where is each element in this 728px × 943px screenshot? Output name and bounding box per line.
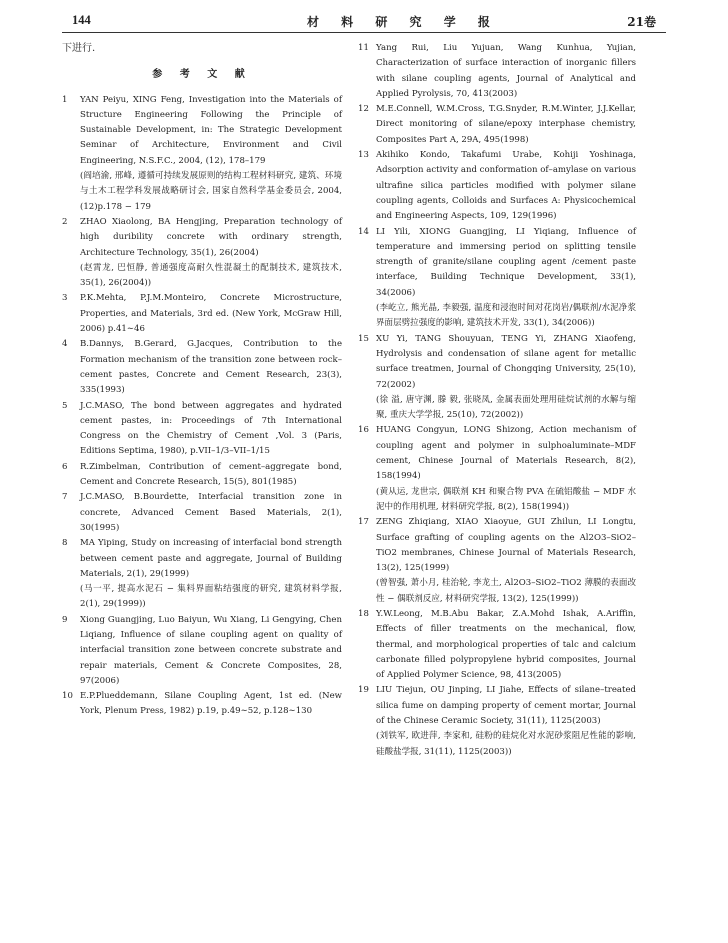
reference-number: 4 [62,339,68,350]
reference-text: J.C.MASO, B.Bourdette, Interfacial transition zone in concrete, Advanced Cement Based Materials, 2(1), 30(1995) [80,492,342,533]
reference-item [62,337,342,398]
reference-item [358,607,636,683]
reference-chinese-text: (刘铁军, 欧进萍, 李家和, 硅粉的硅烷化对水泥砂浆阻尼性能的影响, 硅酸盐学报, 31(11), 1125(2003)) [376,731,636,757]
reference-number: 18 [358,608,369,619]
reference-list-left [62,93,342,720]
reference-number: 12 [358,104,369,115]
reference-list-right [358,41,636,760]
reference-item [62,460,342,491]
reference-text: XU Yi, TANG Shouyuan, TENG Yi, ZHANG Xiaofeng, Hydrolysis and condensation of silane agent for metallic surface treatmen, Journal of Chongqing University, 25(10), 72(2002) [376,333,636,390]
reference-item [62,291,342,337]
reference-text: HUANG Congyun, LONG Shizong, Action mechanism of coupling agent and polymer in sulphoaluminate–MDF cement, Chinese Journal of Materials Research, 8(2), 158(1994) [376,425,636,482]
reference-number: 5 [62,400,68,411]
reference-item [358,515,636,607]
page-header [62,13,666,31]
reference-item [62,93,342,215]
reference-text: R.Zimbelman, Contribution of cement–aggregate bond, Cement and Concrete Research, 15(5), 801(1985) [80,461,342,488]
reference-number: 19 [358,685,369,696]
reference-item [62,490,342,536]
reference-number: 15 [358,333,369,344]
reference-chinese-text: (徐 溢, 唐守渊, 滕 毅, 张晓凤, 金属表面处理用硅烷试剂的水解与缩聚, 重庆大学学报, 25(10), 72(2002)) [376,394,636,421]
reference-text: MA Yiping, Study on increasing of interfacial bond strength between cement paste and aggregate, Journal of Building Materials, 2(1), 29(1999) [80,538,342,579]
reference-chinese-text: (马一平, 提高水泥石 − 集料界面粘结强度的研究, 建筑材料学报, 2(1), 29(1999)) [80,584,342,610]
reference-text: J.C.MASO, The bond between aggregates and hydrated cement pastes, in: Proceedings of 7th International Congress on the Chemistry of Cement ,Vol. 3 (Paris, Editions Septima, 1980), p.VII–1/3–VII–1/15 [80,400,342,457]
reference-text: Xiong Guangjing, Luo Baiyun, Wu Xiang, Li Gengying, Chen Liqiang, Influence of silane coupling agent on quality of interfacial transition zone between concrete substrate and repair materials, Cement & Concrete Composites, 28, 97(2006) [80,614,342,686]
left-column [62,41,342,720]
reference-chinese-text: (李屹立, 熊光晶, 李毅强, 温度和浸泡时间对花岗岩/偶联剂/水泥净浆界面层劈拉强度的影响, 建筑技术开发, 33(1), 34(2006)) [376,303,636,329]
reference-item [358,332,636,424]
reference-number: 9 [62,614,68,625]
reference-chinese-text: (赵霄龙, 巴恒静, 普通强度高耐久性混凝土的配制技术, 建筑技术, 35(1), 26(2004)) [80,262,342,289]
reference-chinese-text: (曾智强, 萧小月, 桂治轮, 李龙土, Al2O3–SiO2–TiO2 薄膜的表面改性 − 偶联剂反应, 材料研究学报, 13(2), 125(1999)) [376,578,636,604]
reference-text: YAN Peiyu, XING Feng, Investigation into the Materials of Structure Engineering Following the Principle of Sustainable Development, in: The Strategic Development Seminar of Architecture, Environment and Civil Engineering, N.S.F.C., 2004, (12), 178–179 [80,94,342,166]
reference-text: Akihiko Kondo, Takafumi Urabe, Kohiji Yoshinaga, Adsorption activity and conformation of–amylase on various ultrafine silica particles modified with polymer silane coupling agents, Colloids and Surfaces A: Physicochemical and Engineering Aspects, 109, 129(1996) [376,150,636,222]
reference-text: LIU Tiejun, OU Jinping, LI Jiahe, Effects of silane–treated silica fume on damping property of cement mortar, Journal of the Chinese Ceramic Society, 31(11), 1125(2003) [376,685,636,727]
reference-number: 17 [358,517,369,528]
reference-item [358,102,636,148]
reference-text: Y.W.Leong, M.B.Abu Bakar, Z.A.Mohd Ishak, A.Ariffin, Effects of filler treatments on the mechanical, flow, thermal, and morphological properties of talc and calcium carbonate filled polypropylene hybrid composites, Journal of Applied Polymer Science, 98, 413(2005) [376,608,636,681]
reference-text: LI Yili, XIONG Guangjing, LI Yiqiang, Influence of temperature and immersing period on splitting tensile strength of granite/silane coupling agent /cement paste interface, Building Technique Development, 33(1), 34(2006) [376,226,636,298]
reference-number: 11 [358,43,369,53]
reference-chinese-text: (阎培渝, 邢峰, 遵循可持续发展原则的结构工程材料研究, 建筑、环境与土木工程学科发展战略研讨会, 国家自然科学基金委员会, 2004, (12)p.178 − 179 [80,171,342,212]
reference-number: 16 [358,425,369,436]
header-rule [62,32,666,33]
reference-number: 8 [62,538,68,549]
reference-number: 1 [62,94,68,105]
reference-item [62,689,342,720]
reference-chinese-text: (黄从运, 龙世宗, 偶联剂 KH 和聚合物 PVA 在硫铝酸盐 − MDF 水泥中的作用机理, 材料研究学报, 8(2), 158(1994)) [376,486,636,512]
reference-item [358,683,636,759]
reference-item [62,215,342,291]
reference-item [358,423,636,515]
journal-title: 材 料 研 究 学 报 [307,15,499,29]
reference-number: 10 [62,691,73,702]
reference-number: 3 [62,293,68,304]
reference-item [358,148,636,224]
reference-text: Yang Rui, Liu Yujuan, Wang Kunhua, Yujian, Characterization of surface interaction of inorganic fillers with silane coupling agents, Journal of Analytical and Applied Pyrolysis, 70, 413(2003) [376,43,636,99]
references-title: 参 考 文 献 [152,69,252,81]
reference-item [62,613,342,689]
reference-item [62,399,342,460]
volume-label: 21卷 [627,15,656,29]
reference-text: ZHAO Xiaolong, BA Hengjing, Preparation technology of high duribility concrete with ordinary strength, Architecture Technology, 35(1), 26(2004) [80,216,342,258]
reference-number: 13 [358,150,369,161]
right-column [358,41,636,760]
reference-number: 7 [62,492,68,503]
reference-item [358,225,636,332]
reference-item [62,536,342,612]
reference-number: 2 [62,216,68,227]
reference-number: 14 [358,226,369,237]
reference-text: B.Dannys, B.Gerard, G.Jacques, Contribution to the Formation mechanism of the transition zone between rock–cement pastes, Concrete and Cement Research, 23(3), 335(1993) [80,339,342,396]
reference-item [358,41,636,102]
reference-text: P.K.Mehta, P.J.M.Monteiro, Concrete Microstructure, Properties, and Materials, 3rd ed. (New York, McGraw Hill, 2006) p.41∼46 [80,293,342,335]
reference-number: 6 [62,461,68,472]
page-number: 144 [72,13,91,27]
reference-text: M.E.Connell, W.M.Cross, T.G.Snyder, R.M.Winter, J.J.Kellar, Direct monitoring of silane/epoxy interphase chemistry, Composites Part A, 29A, 495(1998) [376,104,636,145]
lead-text: 下进行. [62,43,96,54]
reference-text: E.P.Plueddemann, Silane Coupling Agent, 1st ed. (New York, Plenum Press, 1982) p.19, p.49∼52, p.128∼130 [80,691,342,717]
reference-text: ZENG Zhiqiang, XIAO Xiaoyue, GUI Zhilun, LI Longtu, Surface grafting of coupling agents on the Al2O3–SiO2–TiO2 membranes, Chinese Journal of Materials Research, 13(2), 125(1999) [376,517,636,574]
